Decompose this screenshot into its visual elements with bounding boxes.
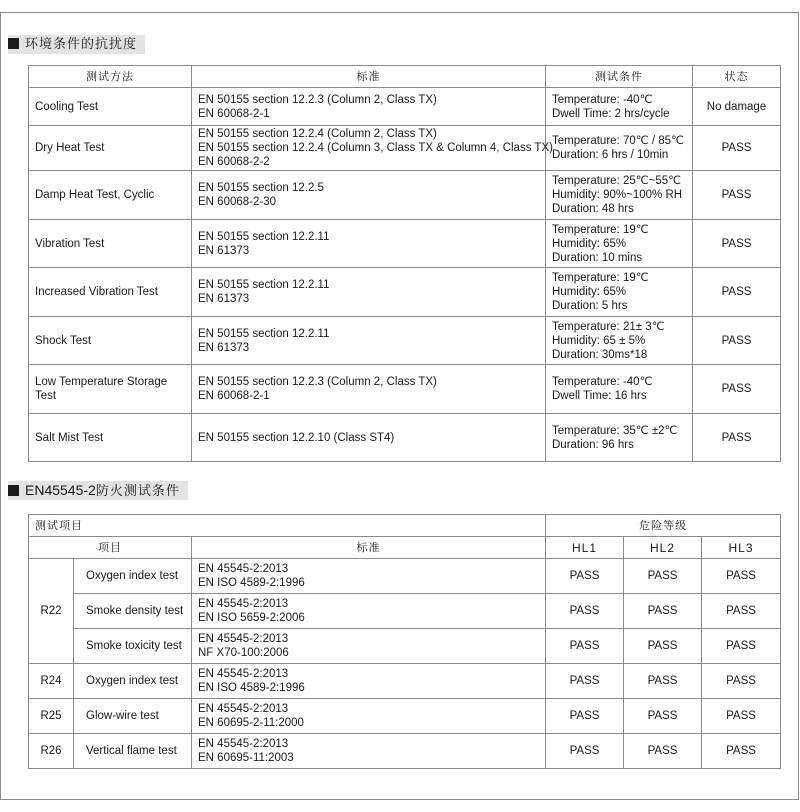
- test-method-cell: Salt Mist Test: [29, 414, 192, 462]
- hazard-result-cell: PASS: [702, 629, 781, 664]
- standard-line: EN 45545-2:2013: [198, 703, 289, 715]
- condition-line: Duration: 96 hrs: [552, 438, 634, 451]
- standard-line: EN 50155 section 12.2.11: [198, 279, 330, 291]
- hazard-result-cell: PASS: [624, 594, 702, 629]
- standard-line: EN 60695-2-11:2000: [198, 717, 304, 729]
- condition-line: Temperature: 35℃ ±2℃: [552, 424, 678, 437]
- standard-line: EN 45545-2:2013: [198, 668, 289, 680]
- fire-test-row: [29, 629, 781, 664]
- standard-line: EN 60068-2-2: [198, 156, 270, 168]
- standard-cell: [192, 317, 546, 365]
- test-method-cell: Cooling Test: [29, 88, 192, 126]
- hazard-result-cell: PASS: [546, 594, 624, 629]
- hazard-result-cell: PASS: [702, 699, 781, 734]
- hazard-result-cell: PASS: [624, 699, 702, 734]
- condition-line: Temperature: 19℃: [552, 272, 649, 284]
- standard-line: EN 60068-2-30: [198, 196, 276, 208]
- standard-line: EN 50155 section 12.2.3 (Column 2, Class TX): [198, 93, 437, 106]
- standard-line: EN 61373: [198, 341, 250, 354]
- header-test-conditions: 测试条件: [546, 66, 693, 88]
- requirement-code-cell: R26: [29, 734, 74, 769]
- standard-line: EN ISO 4589-2:1996: [198, 577, 305, 589]
- condition-line: Humidity: 65 ± 5%: [552, 334, 646, 347]
- status-cell: PASS: [693, 220, 781, 268]
- standard-line: EN 50155 section 12.2.4 (Column 2, Class TX): [198, 128, 437, 140]
- condition-cell: [546, 171, 693, 220]
- hazard-result-cell: PASS: [546, 699, 624, 734]
- condition-line: Duration: 10 mins: [552, 251, 643, 264]
- environment-row: [29, 220, 781, 268]
- fire-standard-cell: [192, 699, 546, 734]
- condition-line: Duration: 6 hrs / 10min: [552, 149, 669, 161]
- environment-row: [29, 268, 781, 317]
- fire-test-row: [29, 699, 781, 734]
- hazard-result-cell: PASS: [546, 734, 624, 769]
- fire-test-row: [29, 594, 781, 629]
- hazard-result-cell: PASS: [702, 734, 781, 769]
- condition-cell: [546, 317, 693, 365]
- condition-line: Humidity: 90%~100% RH: [552, 189, 683, 201]
- fire-test-table: [28, 514, 781, 769]
- header-test-method: 测试方法: [29, 66, 192, 88]
- hazard-result-cell: PASS: [624, 559, 702, 594]
- standard-line: EN 45545-2:2013: [198, 633, 289, 645]
- header-standard: 标准: [192, 66, 546, 88]
- standard-line: EN 50155 section 12.2.10 (Class ST4): [198, 431, 395, 444]
- section2-title: [8, 481, 188, 500]
- hazard-result-cell: PASS: [624, 629, 702, 664]
- standard-cell: [192, 220, 546, 268]
- standard-line: EN ISO 4589-2:1996: [198, 682, 305, 694]
- condition-cell: [546, 414, 693, 462]
- condition-line: Duration: 5 hrs: [552, 300, 628, 312]
- fire-test-row: [29, 664, 781, 699]
- standard-line: EN 50155 section 12.2.5: [198, 182, 324, 194]
- environment-row: [29, 126, 781, 171]
- condition-line: Temperature: 19℃: [552, 223, 649, 236]
- bullet-square-icon: [8, 485, 19, 496]
- fire-test-name-cell: Smoke toxicity test: [74, 629, 192, 664]
- test-method-cell: Dry Heat Test: [29, 126, 192, 171]
- header-hazard-level: 危险等级: [546, 515, 781, 537]
- header-hl2: HL2: [624, 537, 702, 559]
- status-cell: PASS: [693, 365, 781, 414]
- condition-line: Duration: 48 hrs: [552, 203, 634, 215]
- environment-row: [29, 317, 781, 365]
- header-standard: 标准: [192, 537, 546, 559]
- standard-line: EN 60695-11:2003: [198, 752, 294, 764]
- condition-cell: [546, 220, 693, 268]
- section2-title-text: 防火测试条件: [95, 484, 180, 499]
- header-hl3: HL3: [702, 537, 781, 559]
- test-method-cell: Shock Test: [29, 317, 192, 365]
- standard-cell: [192, 414, 546, 462]
- standard-cell: [192, 171, 546, 220]
- fire-test-name-cell: Oxygen index test: [74, 664, 192, 699]
- hazard-result-cell: PASS: [546, 664, 624, 699]
- section1-title-text: 环境条件的抗扰度: [25, 37, 138, 52]
- fire-test-name-cell: Glow-wire test: [74, 699, 192, 734]
- test-method-cell: Damp Heat Test, Cyclic: [29, 171, 192, 220]
- condition-cell: [546, 268, 693, 317]
- standard-line: EN 60068-2-1: [198, 390, 270, 402]
- condition-line: Temperature: 70℃ / 85℃: [552, 135, 684, 147]
- standard-line: EN 45545-2:2013: [198, 563, 289, 575]
- hazard-result-cell: PASS: [702, 664, 781, 699]
- test-method-cell: Increased Vibration Test: [29, 268, 192, 317]
- condition-line: Temperature: -40℃: [552, 376, 653, 388]
- standard-line: NF X70-100:2006: [198, 647, 289, 659]
- fire-standard-cell: [192, 664, 546, 699]
- standard-cell: [192, 365, 546, 414]
- standard-line: EN 50155 section 12.2.11: [198, 230, 330, 243]
- condition-cell: [546, 126, 693, 171]
- standard-cell: [192, 126, 553, 171]
- condition-line: Dwell Time: 2 hrs/cycle: [552, 107, 670, 120]
- requirement-code-cell: R22: [29, 559, 74, 664]
- environment-row: [29, 171, 781, 220]
- fire-test-name-cell: Vertical flame test: [74, 734, 192, 769]
- hazard-result-cell: PASS: [546, 559, 624, 594]
- fire-table-header-row2: [29, 537, 781, 559]
- test-method-cell: Vibration Test: [29, 220, 192, 268]
- requirement-code-cell: R25: [29, 699, 74, 734]
- standard-line: EN 61373: [198, 244, 250, 257]
- environment-row: [29, 365, 781, 414]
- condition-line: Temperature: 21± 3℃: [552, 320, 665, 333]
- fire-standard-cell: [192, 734, 546, 769]
- fire-test-name-cell: Smoke density test: [74, 594, 192, 629]
- status-cell: PASS: [693, 171, 781, 220]
- section2-title-code: EN45545-2: [25, 482, 96, 498]
- condition-line: Humidity: 65%: [552, 237, 627, 250]
- fire-standard-cell: [192, 559, 546, 594]
- hazard-result-cell: PASS: [546, 629, 624, 664]
- standard-cell: [192, 268, 546, 317]
- fire-standard-cell: [192, 629, 546, 664]
- hazard-result-cell: PASS: [624, 664, 702, 699]
- condition-cell: [546, 365, 693, 414]
- hazard-result-cell: PASS: [624, 734, 702, 769]
- standard-cell: [192, 88, 546, 126]
- condition-cell: [546, 88, 693, 126]
- standard-line: EN 45545-2:2013: [198, 738, 289, 750]
- standard-line: EN 50155 section 12.2.4 (Column 3, Class TX & Column 4, Class TX): [198, 142, 553, 154]
- header-test-items: 测试项目: [29, 515, 546, 537]
- status-cell: PASS: [693, 268, 781, 317]
- fire-test-name-cell: Oxygen index test: [74, 559, 192, 594]
- standard-line: EN 45545-2:2013: [198, 598, 289, 610]
- section1-title: [8, 35, 145, 54]
- environment-table: [28, 65, 781, 462]
- environment-row: [29, 88, 781, 126]
- fire-table-header-row1: [29, 515, 781, 537]
- status-cell: PASS: [693, 317, 781, 365]
- status-cell: PASS: [693, 126, 781, 171]
- environment-table-header: [29, 66, 781, 88]
- condition-line: Temperature: -40℃: [552, 93, 653, 106]
- condition-line: Humidity: 65%: [552, 286, 627, 298]
- status-cell: No damage: [693, 88, 781, 126]
- bullet-square-icon: [8, 38, 19, 49]
- fire-test-row: [29, 559, 781, 594]
- standard-line: EN 50155 section 12.2.11: [198, 327, 330, 340]
- hazard-result-cell: PASS: [702, 559, 781, 594]
- status-cell: PASS: [693, 414, 781, 462]
- requirement-code-cell: R24: [29, 664, 74, 699]
- condition-line: Duration: 30ms*18: [552, 348, 648, 361]
- environment-row: [29, 414, 781, 462]
- header-status: 状态: [693, 66, 781, 88]
- fire-test-row: [29, 734, 781, 769]
- condition-line: Dwell Time: 16 hrs: [552, 390, 647, 402]
- standard-line: EN 60068-2-1: [198, 107, 270, 120]
- standard-line: EN ISO 5659-2:2006: [198, 612, 305, 624]
- standard-line: EN 50155 section 12.2.3 (Column 2, Class TX): [198, 376, 437, 388]
- fire-standard-cell: [192, 594, 546, 629]
- standard-line: EN 61373: [198, 293, 250, 305]
- header-hl1: HL1: [546, 537, 624, 559]
- test-method-cell: Low Temperature Storage Test: [29, 365, 192, 414]
- hazard-result-cell: PASS: [702, 594, 781, 629]
- header-item: 项目: [29, 537, 192, 559]
- condition-line: Temperature: 25℃~55℃: [552, 175, 682, 187]
